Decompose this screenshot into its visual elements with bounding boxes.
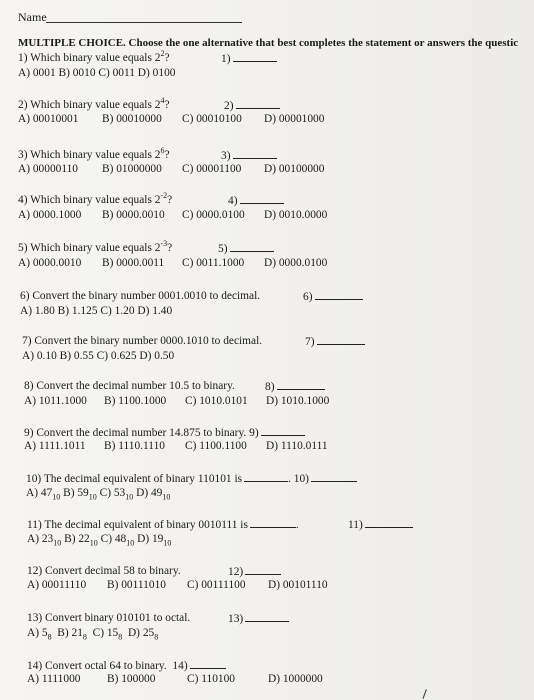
question-5: 5) Which binary value equals $2^{-3}$? — [18, 239, 173, 254]
answer-blank-5[interactable]: 5) — [218, 241, 274, 255]
question-options: A) 0001 B) 0010 C) 0011 D) 0100 — [18, 67, 176, 79]
instructions: MULTIPLE CHOICE. Choose the one alternative that best completes the statement or answers the questic — [18, 37, 519, 49]
answer-blank-8[interactable]: 8) — [265, 379, 325, 393]
option-a: A) 0000.1000 — [18, 209, 82, 221]
answer-blank-12[interactable]: 12) — [228, 564, 281, 578]
name-label: Name — [18, 10, 47, 24]
option-a: A) 1111.1011 — [24, 440, 86, 452]
option-c: C) 00001100 — [182, 163, 242, 175]
option-d: D) 00100000 — [264, 163, 325, 175]
answer-blank-7[interactable]: 7) — [305, 334, 365, 348]
option-c: C) 1100.1100 — [185, 440, 247, 452]
answer-blank-6[interactable]: 6) — [303, 289, 363, 303]
option-c: C) 00010100 — [182, 113, 242, 125]
option-d: D) 0000.0100 — [264, 257, 328, 269]
question-12: 12) Convert decimal 58 to binary. — [27, 565, 181, 577]
question-13: 13) Convert binary 010101 to octal. A) $5_8$ B) $21_8$ C) $15_8$ D) $25_8$ — [27, 612, 191, 642]
option-c: C) 0000.0100 — [182, 209, 245, 221]
question-8: 8) Convert the decimal number 10.5 to binary. — [24, 380, 235, 392]
question-1: 1) Which binary value equals $2^2$? A) 0001 B) 0010 C) 0011 D) 0100 — [18, 49, 176, 79]
question-2: 2) Which binary value equals $2^4$? — [18, 96, 170, 111]
option-a: A) 1111000 — [27, 673, 81, 685]
option-a: A) 00011110 — [27, 579, 87, 591]
option-b: B) 0000.0011 — [102, 257, 165, 269]
option-c: C) 0011.1000 — [182, 257, 245, 269]
option-d: D) 00001000 — [264, 113, 325, 125]
question-4: 4) Which binary value equals $2^{-2}$? — [18, 191, 173, 206]
answer-blank-3[interactable]: 3) — [221, 148, 277, 162]
option-b: B) 00010000 — [102, 113, 162, 125]
option-a: A) 0000.0010 — [18, 257, 82, 269]
answer-blank-11[interactable]: 11) — [348, 517, 413, 531]
question-6: 6) Convert the binary number 0001.0010 to decimal. A) 1.80 B) 1.125 C) 1.20 D) 1.40 — [20, 290, 261, 317]
question-7: 7) Convert the binary number 0000.1010 to decimal. A) 0.10 B) 0.55 C) 0.625 D) 0.50 — [22, 335, 263, 362]
question-stem: 1) Which binary value equals 2 — [18, 52, 161, 64]
option-d: D) 1010.1000 — [266, 395, 330, 407]
question-11: 11) The decimal equivalent of binary 0010111 is . A) $23_{10}$ B) $22_{10}$ C) $48_{10}$ D) $19_{10}$ — [27, 519, 299, 548]
option-c: C) 1010.0101 — [185, 395, 248, 407]
name-field-line[interactable] — [46, 22, 242, 23]
option-b: B) 1110.1110 — [104, 440, 165, 452]
option-d: D) 0010.0000 — [264, 209, 328, 221]
option-a: A) 00010001 — [18, 113, 79, 125]
option-b: B) 0000.0010 — [102, 209, 165, 221]
option-d: D) 1110.0111 — [266, 440, 328, 452]
option-c: C) 00111100 — [187, 579, 246, 591]
option-a: A) 00000110 — [18, 163, 79, 175]
question-10: 10) The decimal equivalent of binary 110101 is . 10) A) $47_{10}$ B) $59_{10}$ C) $53_{10}$ D) $49_{10}$ — [26, 471, 357, 501]
question-3: 3) Which binary value equals $2^6$? — [18, 146, 170, 161]
option-b: B) 100000 — [107, 673, 156, 685]
answer-blank-13[interactable]: 13) — [228, 611, 289, 625]
question-9: 9) Convert the decimal number 14.875 to binary. 9) — [24, 425, 305, 440]
option-b: B) 01000000 — [102, 163, 162, 175]
answer-blank-2[interactable]: 2) — [224, 98, 280, 112]
option-c: C) 110100 — [187, 673, 235, 685]
answer-blank-4[interactable]: 4) — [228, 193, 284, 207]
pen-mark — [423, 689, 433, 700]
question-14: 14) Convert octal 64 to binary. 14) — [27, 658, 226, 673]
option-d: D) 00101110 — [268, 579, 328, 591]
option-a: A) 1011.1000 — [24, 395, 87, 407]
answer-blank-1[interactable]: 1) — [221, 51, 277, 65]
option-b: B) 1100.1000 — [104, 395, 167, 407]
option-d: D) 1000000 — [268, 673, 323, 685]
option-b: B) 00111010 — [107, 579, 166, 591]
